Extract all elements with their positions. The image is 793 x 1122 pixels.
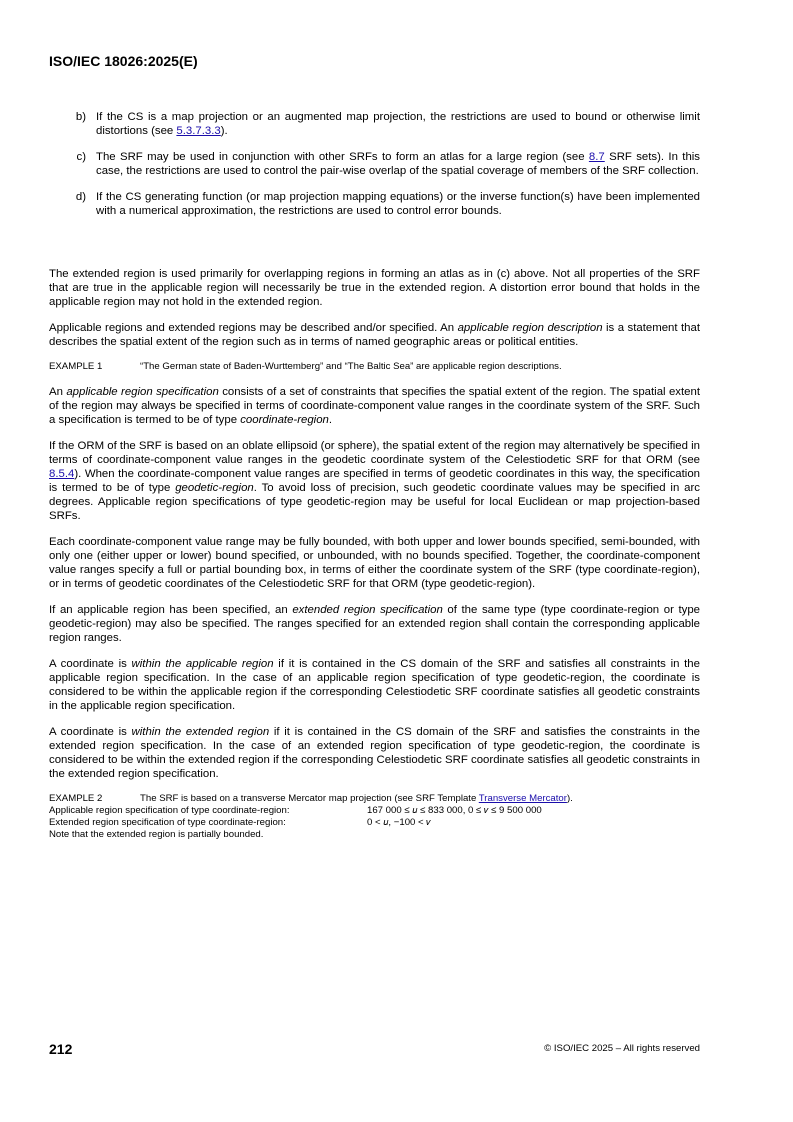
term: geodetic-region xyxy=(175,482,254,494)
text-run: is a statement that describes the spatial extent of the region such as in terms of named geographic areas or political entities. xyxy=(49,322,701,348)
row-label: Extended region specification of type coordinate-region: xyxy=(49,817,286,828)
example-2 xyxy=(49,793,700,841)
text-run: An xyxy=(49,386,67,398)
list-marker: b) xyxy=(75,111,86,123)
example-label: EXAMPLE 1 xyxy=(49,361,103,372)
term: applicable region description xyxy=(457,322,603,334)
body-text xyxy=(49,267,700,841)
list-item xyxy=(49,190,700,218)
page-number: 212 xyxy=(49,1041,73,1057)
paragraph xyxy=(49,657,700,713)
paragraph: Each coordinate-component value range may be fully bounded, with both upper and lower bounds specified, semi-bounded, with only one (either upper or lower) bound specified, or unbounded, with no bounds specified. Together, the coordinate-component value ranges specify a full or partial bounding box, in terms of either the coordinate system of the SRF (type coordinate-region), or in terms of geodetic coordinates of the Celestiodetic SRF for that ORM (type geodetic-region). xyxy=(49,536,700,590)
clause-link[interactable]: 8.7 xyxy=(588,151,605,163)
example-2-line xyxy=(49,793,700,805)
example-2-note: Note that the extended region is partially bounded. xyxy=(49,829,264,840)
paragraph xyxy=(49,385,700,427)
text-run: The SRF may be used in conjunction with other SRFs to form an atlas for a large region (see xyxy=(96,151,589,163)
text-run: if it is contained in the CS domain of the SRF and satisfies all constraints in the applicable region specification. In the case of an applicable region specification of type geodetic-region, the coordinate is considered to be within the applicable region if the corresponding Celestiodetic SRF coordinate satisfies all geodetic constraints in the applicable region specification. xyxy=(49,658,700,712)
list-item-text: If the CS generating function (or map projection mapping equations) or the inverse function(s) have been implemented with a numerical approximation, the restrictions are used to control error bounds. xyxy=(96,191,700,217)
row-label: Applicable region specification of type coordinate-region: xyxy=(49,805,290,816)
text-run: The SRF is based on a transverse Mercator map projection (see SRF Template xyxy=(140,793,479,804)
template-link[interactable]: Transverse Mercator xyxy=(478,793,567,804)
paragraph xyxy=(49,439,700,523)
document-header: ISO/IEC 18026:2025(E) xyxy=(49,53,198,69)
text-run: ). xyxy=(220,125,228,137)
row-value: 0 < 𝑢, −100 < 𝑣 xyxy=(367,817,431,828)
text-run: A coordinate is xyxy=(49,658,132,670)
text-run: If the CS is a map projection or an augmented map projection, the restrictions are used to bound or otherwise limit distortions (see xyxy=(96,111,700,137)
text-run: A coordinate is xyxy=(49,726,132,738)
term: coordinate-region xyxy=(240,414,329,426)
term: within the extended region xyxy=(131,726,270,738)
text-run: Applicable regions and extended regions may be described and/or specified. An xyxy=(49,322,458,334)
text-run: . To avoid loss of precision, such geodetic coordinate values may be specified in arc degrees. Applicable region specifications of type geodetic-region may be useful for local Euclidean or map projection-based SRFs. xyxy=(49,482,700,522)
list-item-text xyxy=(96,110,700,138)
text-run: If an applicable region has been specified, an xyxy=(49,604,293,616)
list xyxy=(49,110,700,230)
text-run: ). xyxy=(566,793,573,804)
clause-link[interactable]: 5.3.7.3.3 xyxy=(176,125,221,137)
term: applicable region specification xyxy=(66,386,219,398)
list-item-text xyxy=(96,150,700,178)
example-2-row xyxy=(49,817,700,829)
term: extended region specification xyxy=(292,604,443,616)
text-run: consists of a set of constraints that specifies the spatial extent of the region. The spatial extent of the region may always be specified in terms of coordinate-component value ranges in the coordinate system of the SRF. Such a specification is termed to be of type xyxy=(49,386,700,426)
text-run: of the same type (type coordinate-region or type geodetic-region) may also be specified. The ranges specified for an extended region shall contain the corresponding applicable region ranges. xyxy=(49,604,701,644)
copyright: © ISO/IEC 2025 – All rights reserved xyxy=(544,1043,700,1054)
example-text: “The German state of Baden-Wurttemberg” and “The Baltic Sea” are applicable region descriptions. xyxy=(140,361,562,372)
list-item xyxy=(49,150,700,178)
example-1 xyxy=(49,361,700,373)
text-run: if it is contained in the CS domain of the SRF and satisfies the constraints in the extended region specification. In the case of an extended region specification of type geodetic-region, the coordinate is considered to be within the extended region if the corresponding Celestiodetic SRF coordinate satisfies all geodetic constraints in the extended region specification. xyxy=(49,726,700,780)
paragraph xyxy=(49,321,700,349)
text-run: ). When the coordinate-component value ranges are specified in terms of geodetic coordinates in this way, the specification is termed to be of type xyxy=(49,468,700,494)
list-item xyxy=(49,110,700,138)
term: within the applicable region xyxy=(131,658,274,670)
example-label: EXAMPLE 2 xyxy=(49,793,103,804)
text-run: If the ORM of the SRF is based on an oblate ellipsoid (or sphere), the spatial extent of the region may alternatively be specified in terms of coordinate-component value ranges in the geodetic coordinate system of the Celestiodetic SRF for that ORM (see xyxy=(49,440,700,466)
paragraph xyxy=(49,603,700,645)
text-run: . xyxy=(328,414,333,426)
text-run: SRF sets). In this case, the restrictions are used to control the pair-wise overlap of the spatial coverage of members of the SRF collection. xyxy=(96,151,700,177)
row-value: 167 000 ≤ 𝑢 ≤ 833 000, 0 ≤ 𝑣 ≤ 9 500 000 xyxy=(367,805,542,816)
list-marker: c) xyxy=(76,151,86,163)
paragraph: The extended region is used primarily for overlapping regions in forming an atlas as in (c) above. Not all properties of the SRF that are true in the applicable region will necessarily be true in the extended region. A distortion error bound that holds in the applicable region may not hold in the extended region. xyxy=(49,268,700,308)
example-2-row xyxy=(49,805,700,817)
clause-link[interactable]: 8.5.4 xyxy=(49,468,75,480)
list-marker: d) xyxy=(75,191,86,203)
paragraph xyxy=(49,725,700,781)
